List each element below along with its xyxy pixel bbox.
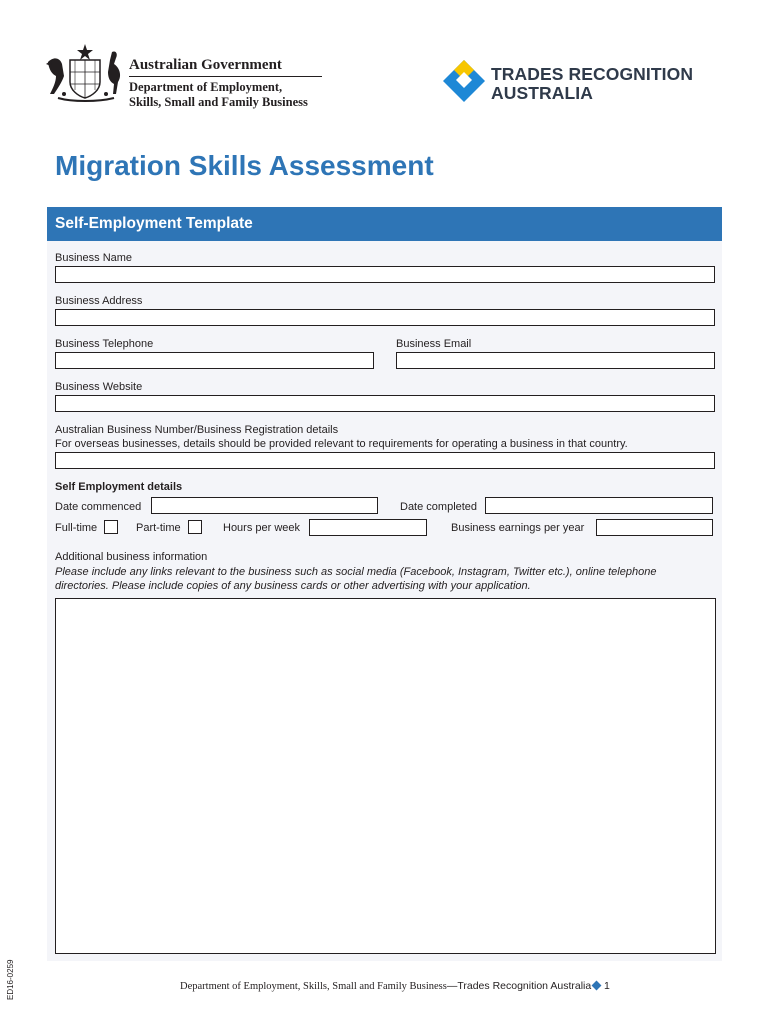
part-time-checkbox[interactable] (188, 520, 202, 534)
section-title: Self-Employment Template (55, 215, 253, 232)
abn-note: For overseas businesses, details should be provided relevant to requirements for operating a business in that country. (55, 438, 628, 450)
abn-input[interactable] (55, 452, 715, 469)
part-time-label: Part-time (136, 522, 181, 534)
business-website-input[interactable] (55, 395, 715, 412)
additional-info-label: Additional business information (55, 551, 208, 563)
tra-logo-line1: TRADES RECOGNITION (491, 64, 694, 84)
commonwealth-coat-of-arms-logo (44, 42, 126, 104)
business-telephone-input[interactable] (55, 352, 374, 369)
business-address-input[interactable] (55, 309, 715, 326)
footer-organisation: —Trades Recognition Australia (446, 980, 592, 992)
business-email-label: Business Email (396, 338, 472, 350)
footer-diamond-icon (592, 981, 602, 991)
document-code: ED16-0259 (6, 959, 15, 1000)
date-commenced-label: Date commenced (55, 501, 142, 513)
department-name-line1: Department of Employment, (129, 80, 283, 94)
department-name-line2: Skills, Small and Family Business (129, 95, 308, 109)
abn-label: Australian Business Number/Business Registration details (55, 424, 339, 436)
document-title: Migration Skills Assessment (55, 150, 434, 181)
business-name-label: Business Name (55, 252, 133, 264)
business-address-label: Business Address (55, 295, 143, 307)
footer-text (180, 980, 591, 992)
business-earnings-input[interactable] (596, 519, 713, 536)
full-time-label: Full-time (55, 522, 98, 534)
hours-per-week-label: Hours per week (223, 522, 301, 534)
additional-info-textarea[interactable] (55, 598, 716, 954)
hours-per-week-input[interactable] (309, 519, 427, 536)
date-commenced-input[interactable] (151, 497, 378, 514)
additional-info-instruction-line1: Please include any links relevant to the business such as social media (Facebook, Instagram, Twitter etc.), online telephone (55, 566, 657, 578)
government-title: Australian Government (129, 57, 282, 73)
additional-info-instruction-line2: directories. Please include copies of any business cards or other advertising with your application. (55, 580, 531, 592)
date-completed-label: Date completed (400, 501, 478, 513)
business-website-label: Business Website (55, 381, 143, 393)
business-telephone-label: Business Telephone (55, 338, 154, 350)
date-completed-input[interactable] (485, 497, 713, 514)
tra-logo-line2: AUSTRALIA (491, 83, 594, 103)
business-name-input[interactable] (55, 266, 715, 283)
page-number: 1 (604, 980, 610, 992)
footer-department: Department of Employment, Skills, Small and Family Business (180, 981, 447, 992)
self-employment-heading: Self Employment details (55, 481, 183, 493)
full-time-checkbox[interactable] (104, 520, 118, 534)
tra-diamond-logo (441, 58, 487, 104)
header-divider (129, 76, 322, 77)
business-email-input[interactable] (396, 352, 715, 369)
business-earnings-label: Business earnings per year (451, 522, 585, 534)
